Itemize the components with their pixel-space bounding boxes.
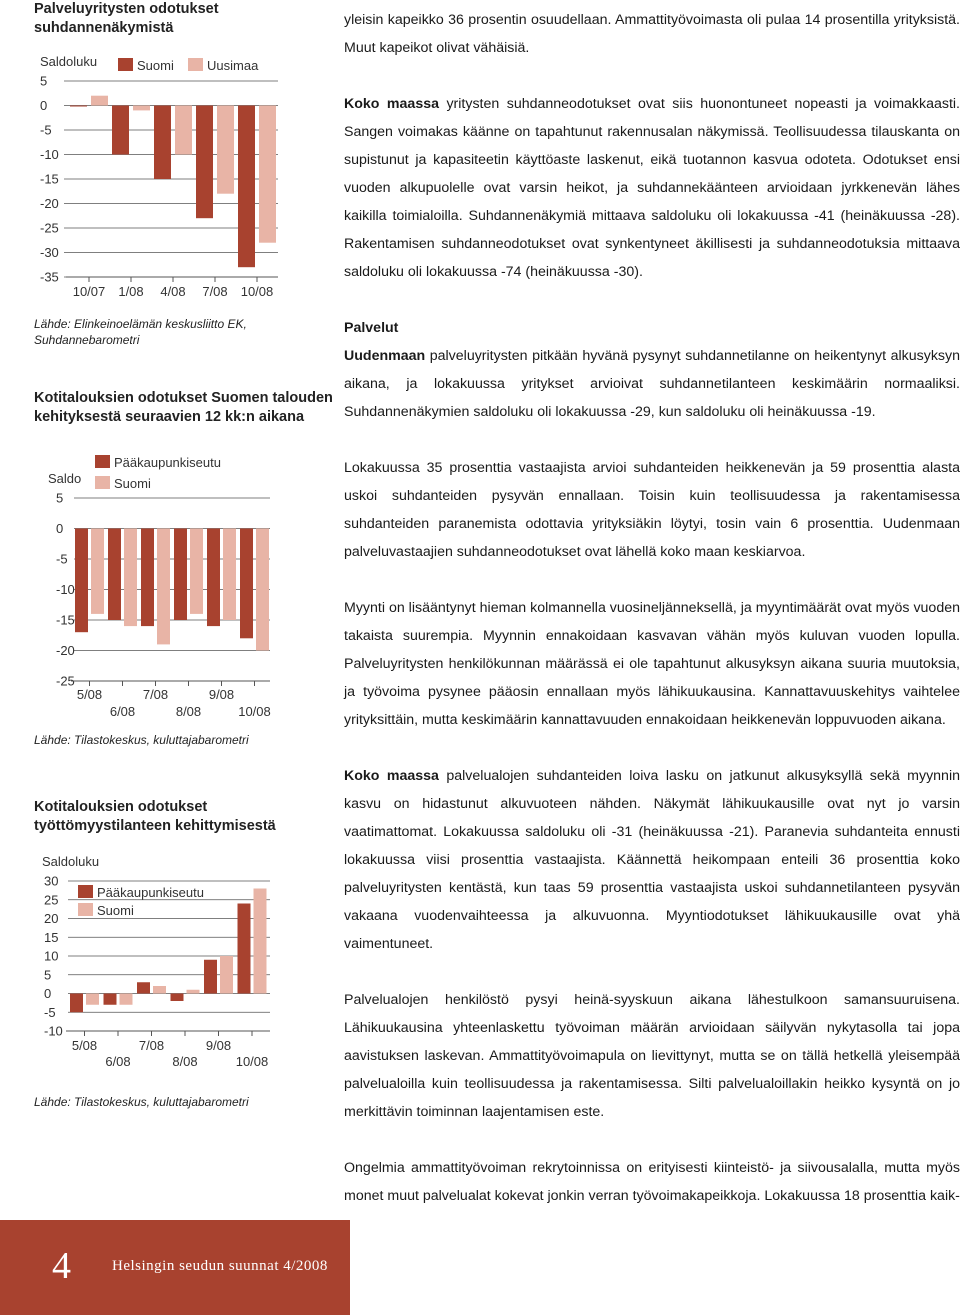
bar-secondary	[86, 994, 99, 1005]
chart1-svg	[0, 48, 300, 303]
lead-bold: Koko maassa	[344, 96, 439, 112]
section-heading: Palvelut	[344, 320, 399, 336]
legend-swatch	[95, 476, 110, 489]
x-tick-label: 4/08	[160, 284, 186, 299]
bar-primary	[112, 106, 129, 155]
x-tick-label: 8/08	[172, 1054, 198, 1069]
legend-label: Suomi	[137, 58, 174, 73]
paragraph-text: palvelualojen suhdanteiden loiva lasku on jatkunut alkusyksyllä sekä myynnin kasvu on hidastunut alkuvuoteen nähden. Näkymät lähikuukausille ovat nyt jo varsin vaatimattomat. Lokakuussa saldoluku oli -31 (heinäkuussa -21). Paranevia suhdanteita ennusti lokakuussa viisi prosenttia vastaajista. Käännettä heikompaan enteili 36 prosenttia koko palveluyritysten kentästä, kun taas 59 prosenttia vastaajista uskoi suhdannetilanteen pysyvän vakaana vuodenvaihteessa ja alkuvuonna. Myyntiodotukset lähikuukausille ovat yhä vaimentuneet.	[344, 768, 960, 952]
y-tick-label: -20	[40, 196, 59, 211]
legend-label: Suomi	[114, 476, 151, 491]
legend-swatch	[95, 455, 110, 468]
chart2-source: Lähde: Tilastokeskus, kuluttajabarometri	[34, 733, 249, 747]
bar-primary	[238, 106, 255, 268]
bar-secondary	[133, 106, 150, 111]
y-tick-label: -5	[56, 551, 68, 567]
x-tick-label: 10/08	[235, 1054, 269, 1069]
y-tick-label: -5	[40, 122, 52, 138]
x-tick-label: 8/08	[175, 704, 202, 719]
paragraph: Palvelualojen henkilöstö pysyi heinä-syyskuun aikana lähestulkoon samansuuruisena. Lähikuukausina yhteenlaskettu työvoiman määrän arvioidaan säilyvän nykytasolla tai jopa aavistuksen laskevan. Ammattityövoimapula on lievittynyt, mutta se on tällä hetkellä yleisempää palvelualoilla kuin teollisuudessa ja rakentamisessa. Silti palvelualoillakin heikko kysyntä on jo merkittävin toiminnan laajentamisen este.	[344, 992, 960, 1120]
legend-label: Pääkaupunkiseutu	[114, 455, 221, 470]
chart2-svg	[0, 448, 300, 728]
bar-primary	[104, 994, 117, 1005]
x-tick-label: 7/08	[202, 284, 228, 299]
x-tick-label: 6/08	[109, 704, 136, 719]
bar-primary	[207, 529, 220, 627]
chart2-title: Kotitalouksien odotukset Suomen talouden kehityksestä seuraavien 12 kk:n aikana	[34, 390, 333, 425]
y-tick-label: -10	[40, 147, 59, 162]
bar-primary	[204, 960, 217, 994]
y-tick-label: 0	[44, 986, 52, 1001]
x-tick-label: 7/08	[138, 1038, 165, 1053]
paragraph: Myynti on lisääntynyt hieman kolmannella vuosineljänneksellä, ja myyntimäärät ovat myös vuoden takaista suurempia. Myynnin ennakoidaan kasvavan vähän myös kuluvan vuoden lopulla. Palveluyritysten henkilökunnan määrässä ei ole tapahtunut alkusyksyn aikana suuria muutoksia, ja työvoima pysynee pääosin ennallaan myös lähikuukausina. Kannattavuuskehitys vaihtelee yrityksittäin, mutta keskimäärin kannattavuuden ennakoidaan heikkenevän loppuvuoden aikana.	[344, 600, 960, 728]
legend-label: Uusimaa	[207, 58, 259, 73]
paragraph	[344, 762, 960, 958]
chart1-source: Lähde: Elinkeinoelämän keskusliitto EK, Suhdannebarometri	[34, 317, 247, 347]
legend-swatch	[78, 903, 93, 916]
bar-primary	[196, 106, 213, 219]
bar-primary	[75, 529, 88, 633]
x-tick-label: 6/08	[105, 1054, 131, 1069]
y-tick-label: 25	[44, 892, 59, 908]
bar-primary	[174, 529, 187, 621]
bar-secondary	[220, 956, 233, 994]
x-tick-label: 10/08	[240, 284, 274, 299]
x-tick-label: 10/08	[238, 704, 271, 719]
chart3-title: Kotitalouksien odotukset työttömyystilanteen kehittymisestä	[34, 799, 276, 834]
y-tick-label: 20	[44, 911, 59, 926]
bar-secondary	[217, 106, 234, 194]
y-tick-label: -20	[56, 643, 75, 658]
chart1-title: Palveluyritysten odotukset suhdannenäkymistä	[34, 1, 219, 36]
footer-band	[0, 1220, 350, 1315]
y-tick-label: -35	[40, 269, 59, 285]
paragraph: yleisin kapeikko 36 prosentin osuudellaan. Ammattityövoimasta oli pulaa 14 prosentilla yrityksistä. Muut kapeikot olivat vähäisiä.	[344, 12, 960, 56]
x-tick-label: 1/08	[118, 284, 144, 299]
bar-secondary	[120, 994, 133, 1005]
bar-primary	[70, 994, 83, 1013]
x-tick-label: 7/08	[142, 687, 169, 702]
paragraph: Lokakuussa 35 prosenttia vastaajista arvioi suhdanteiden heikkenevän ja 59 prosenttia alasta uskoi suhdanteiden pysyvän ennallaan. Toisin kuin teollisuudessa ja rakentamisessa suhdanteiden paranemista odottavia yrityksiäkin löytyi, tosin vain 6 prosenttia. Uudenmaan palveluvastaajien suhdanneodotukset ovat lähellä koko maan keskiarvoa.	[344, 460, 960, 560]
legend-swatch	[188, 58, 203, 71]
y-tick-label: -25	[56, 673, 75, 689]
y-tick-label: -25	[40, 220, 59, 236]
paragraph-text: yritysten suhdanneodotukset ovat siis huonontuneet nopeasti ja voimakkaasti. Sangen voimakas käänne on tapahtunut rakennusalan näkymissä. Teollisuudessa tilauskanta on supistunut ja kapasiteetin käyttöaste laskenut, eikä tuotannon kasvua odoteta. Odotukset ensi vuoden alkupuolelle ovat varsin heikot, ja suhdannekäänteen arvioidaan jyrkkenevän lähes kaikilla toimialoilla. Suhdannenäkymiä mittaava saldoluku oli lokakuussa -41 (heinäkuussa -28). Rakentamisen suhdanneodotukset ovat synkentyneet äkillisesti ja suhdanneodotuksia mittaava saldoluku oli lokakuussa -74 (heinäkuussa -30).	[344, 96, 960, 280]
y-tick-label: -5	[44, 1004, 56, 1020]
page-number: 4	[52, 1245, 71, 1287]
y-tick-label: -15	[40, 171, 59, 187]
bar-secondary	[254, 889, 267, 994]
bar-secondary	[259, 106, 276, 243]
bar-primary	[238, 904, 251, 994]
bar-secondary	[175, 106, 192, 155]
paragraph: Ongelmia ammattityövoiman rekrytoinnissa on erityisesti kiinteistö- ja siivousalalla, mutta myös monet muut palvelualat kokevat jonkin verran työvoimakapeikkoja. Lokakuussa 18 prosenttia kaik-	[344, 1160, 960, 1204]
bar-primary	[171, 994, 184, 1002]
bar-primary	[141, 529, 154, 627]
y-tick-label: -10	[56, 582, 75, 597]
y-tick-label: -10	[44, 1023, 63, 1039]
article-body	[344, 6, 960, 1238]
bar-secondary	[190, 529, 203, 614]
bar-secondary	[256, 529, 269, 651]
bar-secondary	[157, 529, 170, 645]
y-tick-label: -15	[56, 612, 75, 628]
legend-swatch	[78, 885, 93, 898]
lead-bold: Koko maassa	[344, 768, 439, 784]
x-tick-label: 10/07	[72, 284, 106, 299]
paragraph	[344, 90, 960, 286]
chart3-source: Lähde: Tilastokeskus, kuluttajabarometri	[34, 1095, 249, 1109]
y-tick-label: 0	[40, 98, 48, 113]
y-tick-label: 5	[44, 967, 52, 983]
bar-primary	[240, 529, 253, 639]
bar-secondary	[153, 986, 166, 994]
bar-primary	[70, 106, 87, 107]
y-axis-label: Saldo	[48, 471, 82, 486]
y-axis-label: Saldoluku	[42, 854, 100, 869]
bar-secondary	[91, 96, 108, 106]
y-axis-label: Saldoluku	[40, 54, 98, 69]
y-tick-label: -30	[40, 245, 59, 260]
y-tick-label: 10	[44, 948, 59, 964]
x-tick-label: 9/08	[208, 687, 235, 702]
publication-name: Helsingin seudun suunnat 4/2008	[112, 1258, 328, 1274]
bar-secondary	[91, 529, 104, 614]
x-tick-label: 9/08	[205, 1038, 232, 1053]
x-tick-label: 5/08	[71, 1038, 98, 1053]
bar-primary	[137, 982, 150, 993]
y-tick-label: 5	[56, 490, 64, 506]
paragraph	[344, 342, 960, 426]
bar-secondary	[223, 529, 236, 621]
y-tick-label: 5	[40, 73, 48, 89]
y-tick-label: 0	[56, 521, 64, 536]
y-tick-label: 30	[44, 873, 59, 889]
lead-bold: Uudenmaan	[344, 348, 426, 364]
x-tick-label: 5/08	[76, 687, 103, 702]
bar-secondary	[124, 529, 137, 627]
bar-secondary	[187, 990, 200, 994]
legend-swatch	[118, 58, 133, 71]
bar-primary	[154, 106, 171, 180]
legend-label: Suomi	[97, 903, 134, 918]
paragraph-text: palveluyritysten pitkään hyvänä pysynyt suhdannetilanne on heikentynyt alkusyksyn aikana, ja lokakuussa yritykset arvioivat suhdannetilanteen keskimäärin normaaliksi. Suhdannenäkymien saldoluku oli lokakuussa -29, kun saldoluku oli heinäkuussa -19.	[344, 348, 960, 420]
legend-label: Pääkaupunkiseutu	[97, 885, 204, 900]
chart3-svg	[0, 848, 300, 1073]
y-tick-label: 15	[44, 929, 59, 945]
bar-primary	[108, 529, 121, 621]
